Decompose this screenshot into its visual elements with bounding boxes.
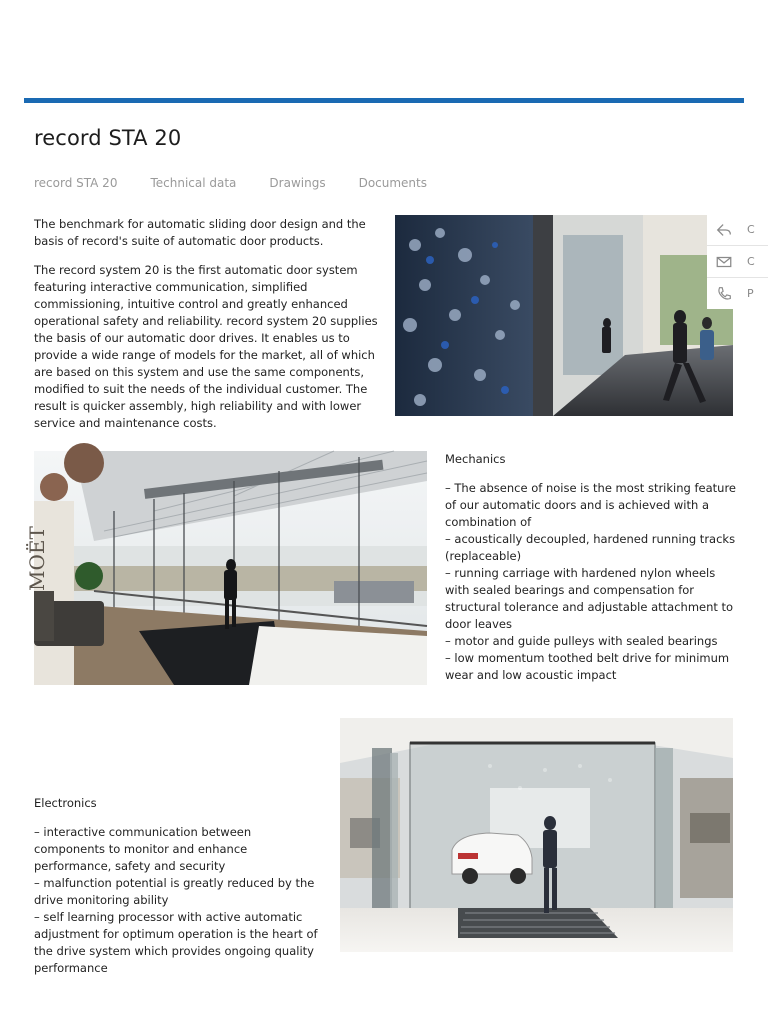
tab-technical-data[interactable]: Technical data — [150, 176, 237, 190]
share-label: C — [747, 223, 755, 236]
intro-paragraph-1: The benchmark for automatic sliding door design and the basis of record's suite of automatic door products. — [34, 217, 366, 248]
share-button[interactable] — [707, 214, 768, 246]
share-panel — [707, 214, 768, 309]
mechanics-item-4: – motor and guide pulleys with sealed bearings — [445, 634, 718, 648]
mechanics-item-1: – The absence of noise is the most striking feature of our automatic doors and is achieved with a combination of — [445, 481, 736, 529]
electronics-item-2: – malfunction potential is greatly reduced by the drive monitoring ability — [34, 876, 315, 907]
intro-paragraph-2: The record system 20 is the first automatic door system featuring interactive communication, simplified commissioning, intuitive control and greatly enhanced operational safety and reliability. record system 20 supplies the basis of our automatic door drives. It enables us to provide a wide range of models for the market, all of which are based on this system and use the same components, modified to suit the needs of the individual customer. The result is quicker assembly, high reliability and with lower service and maintenance costs. — [34, 263, 378, 430]
page-title: record STA 20 — [34, 126, 182, 150]
phone-icon — [715, 285, 733, 303]
mechanics-item-2: – acoustically decoupled, hardened running tracks (replaceable) — [445, 532, 736, 563]
share-icon — [715, 221, 733, 239]
email-label: C — [747, 255, 755, 268]
mail-icon — [715, 253, 733, 271]
moet-sign-text: MOËT — [25, 526, 49, 591]
tab-overview[interactable]: record STA 20 — [34, 176, 118, 190]
electronics-heading: Electronics — [34, 796, 97, 810]
email-button[interactable] — [707, 246, 768, 278]
electronics-item-3: – self learning processor with active automatic adjustment for optimum operation is the heart of the drive system which provides ongoing quality performance — [34, 910, 318, 975]
tab-drawings[interactable]: Drawings — [269, 176, 326, 190]
photo-sliding-door-entrance — [395, 215, 733, 416]
mechanics-heading: Mechanics — [445, 452, 506, 466]
tab-documents[interactable]: Documents — [358, 176, 427, 190]
phone-button[interactable] — [707, 278, 768, 309]
electronics-section — [34, 795, 324, 977]
mechanics-item-3: – running carriage with hardened nylon wheels with sealed bearings and compensation for structural tolerance and adjustable attachment to door leaves — [445, 566, 734, 631]
header-accent-bar — [24, 98, 744, 103]
photo-glass-vestibule — [340, 718, 733, 952]
tab-bar — [34, 176, 460, 190]
electronics-item-1: – interactive communication between components to monitor and enhance performance, safety and security — [34, 825, 252, 873]
phone-label: P — [747, 287, 754, 300]
mechanics-item-5: – low momentum toothed belt drive for minimum wear and low acoustic impact — [445, 651, 730, 682]
photo-panorama-lounge — [25, 451, 427, 685]
mechanics-section — [445, 451, 740, 684]
